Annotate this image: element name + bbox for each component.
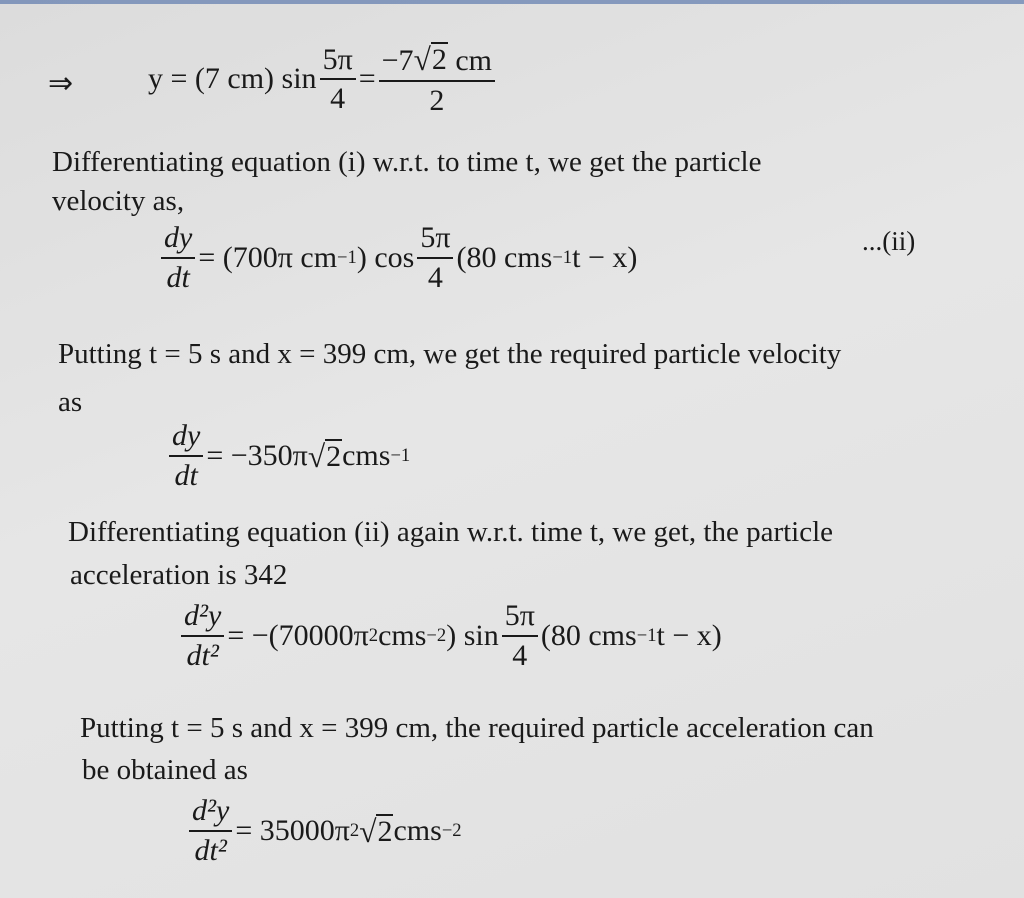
- sqrt-symbol: √ 2: [307, 438, 342, 474]
- eq1-unit: cm: [447, 44, 493, 77]
- equation-velocity-general: $\frac{dy}{dt}$ = (700π cm −1 ) cos $\frac{5\pi}{4}$ (80 cms −1 t − x): [158, 222, 637, 293]
- eq3-rhs-b: cms: [342, 438, 391, 472]
- eq2-num: dy: [161, 222, 195, 259]
- eq4-rhs-d: (80 cms: [540, 618, 637, 652]
- eq4-rhs-a: = −(70000π: [227, 618, 369, 652]
- eq2-den: dt: [166, 260, 190, 294]
- para2-line2: as: [58, 386, 83, 418]
- eq4-second-derivative: [181, 600, 224, 671]
- eq1-frac2-den: 2: [429, 83, 445, 117]
- eq4-den: dt²: [186, 638, 219, 672]
- sqrt-symbol: √ 2: [359, 813, 393, 849]
- page-edge-line: [0, 0, 1024, 4]
- eq3-rhs-a: = −350π: [206, 438, 308, 472]
- eq2-frac-den: 4: [427, 260, 443, 294]
- eq5-rhs-b: cms: [393, 813, 442, 847]
- eq5-rhs-a: = 35000π: [235, 813, 350, 847]
- eq3-derivative: [169, 420, 203, 491]
- eq1-radicand: 2: [431, 43, 447, 76]
- eq1-lhs: y = (7 cm) sin: [148, 62, 317, 95]
- para2-line1: Putting t = 5 s and x = 399 cm, we get the required particle velocity: [58, 338, 842, 370]
- para4-line2: be obtained as: [82, 754, 248, 786]
- eq2-fraction-5pi-4: [417, 222, 453, 293]
- para1-line1: Differentiating equation (i) w.r.t. to time t, we get the particle: [52, 146, 762, 178]
- eq2-rhs-a: = (700π cm: [198, 240, 338, 274]
- eq5-second-derivative: [189, 795, 232, 866]
- eq4-rhs-e: t − x): [656, 618, 722, 652]
- equation-acceleration-general: $\frac{\text{d²y}}{\text{dt²}}$ = −(70000π 2 cms −2 ) sin $\frac{5\pi}{4}$ (80 cms −1 t − x): [178, 600, 722, 671]
- para1-line2: velocity as,: [52, 185, 185, 217]
- para3-line2: acceleration is 342: [70, 559, 288, 591]
- equation-y-value: [148, 42, 498, 116]
- eq1-fraction-5pi-4: [320, 44, 356, 115]
- eq5-radicand: 2: [377, 814, 393, 848]
- eq4-frac-num: 5π: [502, 600, 538, 637]
- equation-acceleration-value: $\frac{\text{d²y}}{\text{dt²}}$ = 35000π 2 √ 2 cms −2: [186, 795, 462, 866]
- eq1-equals: =: [358, 62, 376, 95]
- sqrt-symbol: √ 2: [413, 42, 447, 77]
- eq4-rhs-c: ) sin: [446, 618, 499, 652]
- eq3-den: dt: [174, 458, 198, 492]
- eq4-fraction-5pi-4: [502, 600, 538, 671]
- eq1-frac1-num: 5π: [320, 44, 356, 81]
- eq4-num: d²y: [181, 600, 224, 637]
- implies-arrow: ⇒: [48, 66, 74, 101]
- equation-velocity-value: $\frac{dy}{dt}$ = −350π √ 2 cms −1: [166, 420, 410, 491]
- equation-tag-ii: ...(ii): [862, 226, 916, 256]
- eq1-frac2-num-coef: −7: [381, 44, 414, 77]
- eq3-radicand: 2: [326, 439, 342, 473]
- eq2-rhs-b: ) cos: [356, 240, 415, 274]
- eq2-rhs-d: t − x): [572, 240, 638, 274]
- eq2-rhs-c: (80 cms: [456, 240, 553, 274]
- eq4-rhs-b: cms: [378, 618, 427, 652]
- para4-line1: Putting t = 5 s and x = 399 cm, the required particle acceleration can: [80, 712, 874, 744]
- eq1-fraction-result: [379, 42, 495, 116]
- para3-line1: Differentiating equation (ii) again w.r.t. time t, we get, the particle: [68, 516, 834, 548]
- eq2-derivative: [161, 222, 195, 293]
- eq1-frac2-num: [379, 42, 495, 82]
- eq5-den: dt²: [194, 833, 227, 867]
- eq1-frac1-den: 4: [330, 82, 346, 115]
- eq3-num: dy: [169, 420, 203, 457]
- eq4-frac-den: 4: [512, 638, 528, 672]
- eq5-num: d²y: [189, 795, 232, 832]
- eq2-frac-num: 5π: [417, 222, 453, 259]
